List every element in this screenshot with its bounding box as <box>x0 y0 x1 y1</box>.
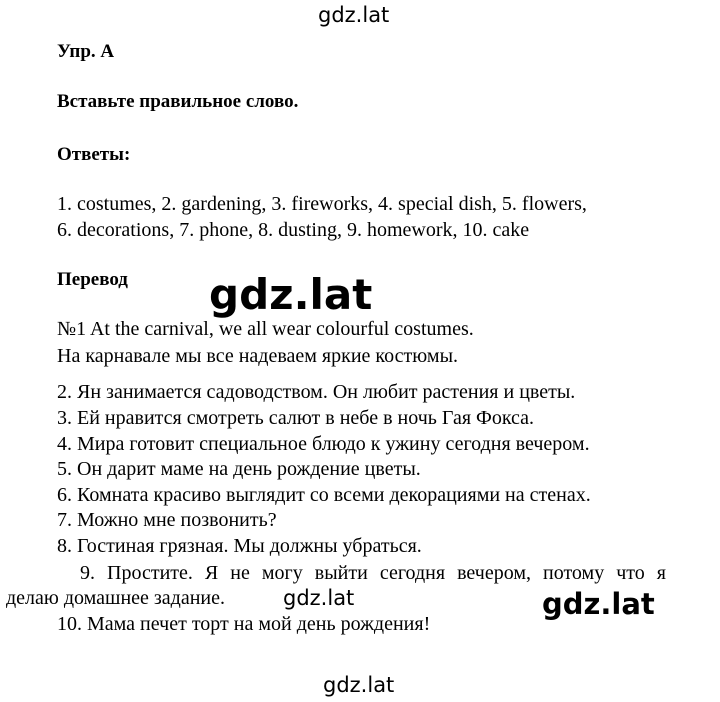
sentence-1-english: №1 At the carnival, we all wear colourful costumes. <box>57 318 474 340</box>
translation-heading: Перевод <box>57 269 128 290</box>
answers-line-1: 1. costumes, 2. gardening, 3. fireworks, 4. special dish, 5. flowers, <box>57 193 587 215</box>
answers-heading: Ответы: <box>57 144 131 165</box>
sentence-5: 5. Он дарит маме на день рождение цветы. <box>57 458 421 480</box>
sentence-4: 4. Мира готовит специальное блюдо к ужину сегодня вечером. <box>57 433 590 455</box>
answers-line-2: 6. decorations, 7. phone, 8. dusting, 9. homework, 10. cake <box>57 219 530 241</box>
watermark-right: gdz.lat <box>542 587 655 621</box>
sentence-7: 7. Можно мне позвонить? <box>57 509 277 531</box>
sentence-6: 6. Комната красиво выглядит со всеми декорациями на стенах. <box>57 484 591 506</box>
sentence-9-part-1: 9. Простите. Я не могу выйти сегодня вечером, потому что я <box>80 562 666 584</box>
sentence-3: 3. Ей нравится смотреть салют в небе в ночь Гая Фокса. <box>57 407 535 429</box>
sentence-9-part-2: делаю домашнее задание. <box>6 587 226 609</box>
watermark-center-large: gdz.lat <box>209 270 373 319</box>
watermark-bottom: gdz.lat <box>323 673 395 697</box>
sentence-1-russian: На карнавале мы все надеваем яркие костюмы. <box>57 345 459 367</box>
watermark-top: gdz.lat <box>318 3 390 27</box>
watermark-middle: gdz.lat <box>283 586 355 610</box>
sentence-10: 10. Мама печет торт на мой день рождения! <box>57 613 431 635</box>
exercise-title: Упр. A <box>57 41 115 62</box>
task-instruction: Вставьте правильное слово. <box>57 91 299 112</box>
sentence-2: 2. Ян занимается садоводством. Он любит растения и цветы. <box>57 381 576 403</box>
sentence-8: 8. Гостиная грязная. Мы должны убраться. <box>57 535 422 557</box>
